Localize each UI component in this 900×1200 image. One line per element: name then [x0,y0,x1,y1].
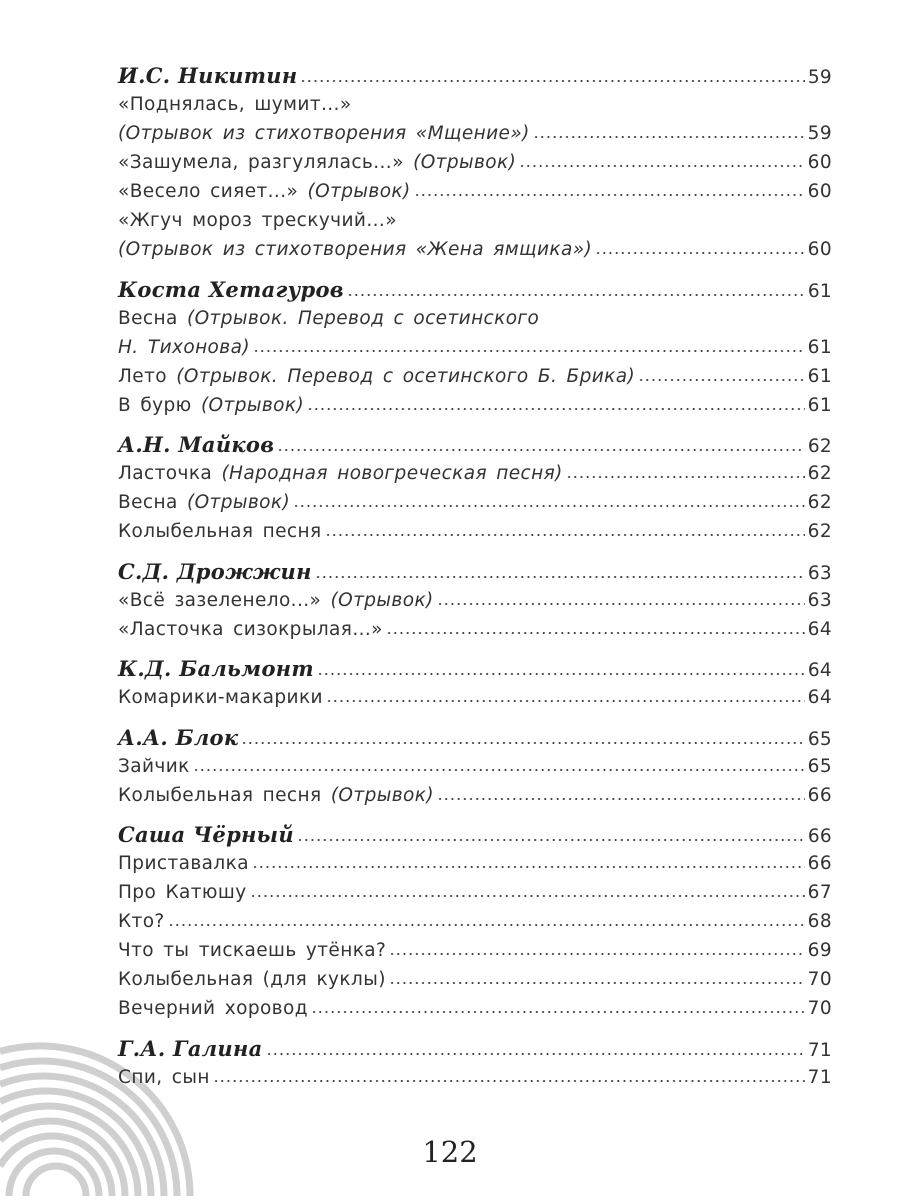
page-ref: 64 [807,618,832,640]
author-row[interactable] [118,61,832,90]
page-ref: 62 [807,463,832,484]
author-row[interactable] [118,654,832,683]
page-ref: 59 [807,123,832,144]
page-ref: 61 [807,280,832,302]
entry-title: Зайчик [118,755,190,777]
author-name: А.Н. Майков [118,432,275,457]
page-ref: 62 [807,492,832,513]
dot-leader [566,475,805,479]
dot-leader [293,504,805,508]
entry-note: (Отрывок) [200,394,305,416]
toc-entry[interactable] [118,849,832,878]
toc-section [118,1034,832,1092]
page-ref: 70 [807,969,832,990]
entry-title: Весна [118,307,187,329]
toc-section [118,61,832,264]
entry-title: В бурю [118,394,201,416]
dot-leader [533,135,805,139]
author-row[interactable] [118,557,832,586]
entry-title: Колыбельная (для куклы) [118,969,386,990]
dot-leader [638,378,805,382]
page-number: 122 [422,1135,478,1169]
dot-leader [519,164,804,168]
entry-title: Кто? [118,911,165,932]
page-ref: 66 [807,853,832,874]
dot-leader [325,533,805,537]
entry-text [118,586,434,615]
dot-leader [311,1010,805,1014]
entry-note: Н. Тихонова) [118,336,250,358]
dot-leader [389,981,805,985]
entry-note: (Отрывок) [330,589,434,611]
toc-entry[interactable] [118,177,832,206]
toc-entry[interactable] [118,362,832,391]
page-ref: 64 [807,660,832,681]
toc-section [118,275,832,420]
dot-leader [414,193,805,197]
entry-text [118,936,386,965]
entry-text [118,615,383,644]
entry-text [118,177,411,206]
toc-entry[interactable] [118,235,832,264]
entry-text [118,683,323,712]
page-ref: 71 [807,1066,832,1088]
toc-entry[interactable] [118,965,832,994]
dot-leader [326,699,805,703]
toc-entry[interactable] [118,752,832,781]
toc-entry[interactable] [118,206,832,235]
page-ref: 61 [807,394,832,416]
entry-text [118,304,539,333]
toc-section [118,820,832,1023]
dot-leader [266,1052,805,1056]
dot-leader [252,865,805,869]
page-ref: 64 [807,687,832,708]
entry-title: «Жгуч мороз трескучий...» [118,210,397,231]
toc-entry[interactable] [118,615,832,644]
toc-entry[interactable] [118,119,832,148]
entry-title: Спи, сын [118,1066,210,1088]
entry-text [118,781,434,810]
dot-leader [253,349,805,353]
entry-title: Колыбельная песня [118,784,331,806]
author-row[interactable] [118,820,832,849]
page-ref: 66 [807,826,832,847]
author-name: И.С. Никитин [118,63,298,88]
entry-text [118,206,397,235]
page-ref: 66 [807,784,832,806]
page-ref: 61 [807,336,832,358]
dot-leader [317,672,805,676]
dot-leader [315,575,805,579]
author-name: Коста Хетагуров [118,276,344,302]
entry-text [118,517,322,546]
toc-entry[interactable] [118,936,832,965]
dot-leader [307,407,805,411]
spiral-ring [26,1166,86,1196]
toc-entry[interactable] [118,391,832,420]
entry-title: Колыбельная песня [118,521,322,542]
entry-text [118,235,592,264]
entry-text [118,148,516,177]
author-name: А.А. Блок [118,724,239,750]
dot-leader [277,448,805,452]
author-name: К.Д. Бальмонт [118,656,314,681]
entry-title: Приставалка [118,853,249,874]
toc-entry[interactable] [118,781,832,810]
page-ref: 62 [807,436,832,457]
toc-entry[interactable] [118,683,832,712]
entry-text [118,994,308,1023]
toc-entry[interactable] [118,488,832,517]
page-ref: 63 [807,562,832,584]
dot-leader [241,741,804,745]
entry-title: «Ласточка сизокрылая...» [118,618,383,640]
entry-text [118,849,249,878]
toc-entry[interactable] [118,907,832,936]
toc-entry[interactable] [118,1063,832,1092]
page-ref: 60 [807,152,832,173]
entry-title: Про Катюшу [118,882,247,903]
entry-note: (Народная новогреческая песня) [221,463,563,484]
dot-leader [193,768,805,772]
entry-title: Вечерний хоровод [118,998,308,1019]
entry-text [118,119,530,148]
table-of-contents [118,61,832,1102]
entry-note: (Отрывок) [413,152,517,173]
toc-entry[interactable] [118,304,832,333]
toc-section [118,430,832,546]
dot-leader [168,923,805,927]
entry-title: «Поднялась, шумит...» [118,94,352,115]
entry-title: «Всё зазеленело...» [118,589,331,611]
author-name: Г.А. Галина [118,1035,263,1061]
entry-title: «Зашумела, разгулялась...» [118,152,414,173]
entry-text [118,907,165,936]
entry-note: (Отрывок) [307,181,411,202]
entry-title: Весна [118,492,187,513]
dot-leader [213,1079,805,1083]
entry-text [118,391,304,420]
entry-text [118,362,635,391]
entry-text [118,333,250,362]
toc-entry[interactable] [118,333,832,362]
entry-title: Ласточка [118,463,222,484]
author-name: Саша Чёрный [118,822,294,847]
page-ref: 70 [807,998,832,1019]
dot-leader [386,631,805,635]
toc-section [118,723,832,810]
entry-title: Что ты тискаешь утёнка? [118,940,387,961]
toc-entry[interactable] [118,586,832,615]
entry-note: (Отрывок. Перевод с осетинского Б. Брика) [176,365,636,387]
entry-text [118,878,247,907]
toc-entry[interactable] [118,878,832,907]
page-ref: 59 [807,67,832,88]
page-ref: 63 [807,589,832,611]
author-row[interactable] [118,430,832,459]
toc-entry[interactable] [118,459,832,488]
entry-note: (Отрывок) [186,492,291,513]
author-row[interactable] [118,275,832,304]
author-row[interactable] [118,1034,832,1063]
page-ref: 71 [807,1039,832,1061]
toc-section [118,654,832,712]
toc-entry[interactable] [118,90,832,119]
page-ref: 68 [807,911,832,932]
author-name: С.Д. Дрожжин [118,558,312,584]
entry-note: (Отрывок) [330,784,434,806]
toc-section [118,557,832,644]
dot-leader [297,838,805,842]
entry-title: Лето [118,365,177,387]
entry-title: Комарики-макарики [118,687,323,708]
page-ref: 65 [807,755,832,777]
entry-text [118,488,290,517]
entry-note: (Отрывок. Перевод с осетинского [186,307,540,329]
entry-title: «Весело сияет...» [118,181,308,202]
page-ref: 67 [807,882,832,903]
dot-leader [300,79,804,83]
entry-text [118,459,563,488]
dot-leader [437,602,805,606]
page-ref: 61 [807,365,832,387]
entry-text [118,90,352,119]
page-ref: 65 [807,728,832,750]
dot-leader [250,894,805,898]
toc-entry[interactable] [118,148,832,177]
dot-leader [437,797,805,801]
entry-text [118,965,386,994]
page-ref: 60 [807,181,832,202]
entry-text [118,752,190,781]
toc-entry[interactable] [118,517,832,546]
dot-leader [347,293,805,297]
author-row[interactable] [118,723,832,752]
entry-note: (Отрывок из стихотворения «Мщение») [118,123,530,144]
entry-text [118,1063,210,1092]
dot-leader [595,251,805,255]
page-ref: 60 [807,239,832,260]
entry-note: (Отрывок из стихотворения «Жена ямщика») [118,239,593,260]
toc-entry[interactable] [118,994,832,1023]
page-ref: 69 [807,940,832,961]
page-ref: 62 [807,521,832,542]
dot-leader [389,952,804,956]
